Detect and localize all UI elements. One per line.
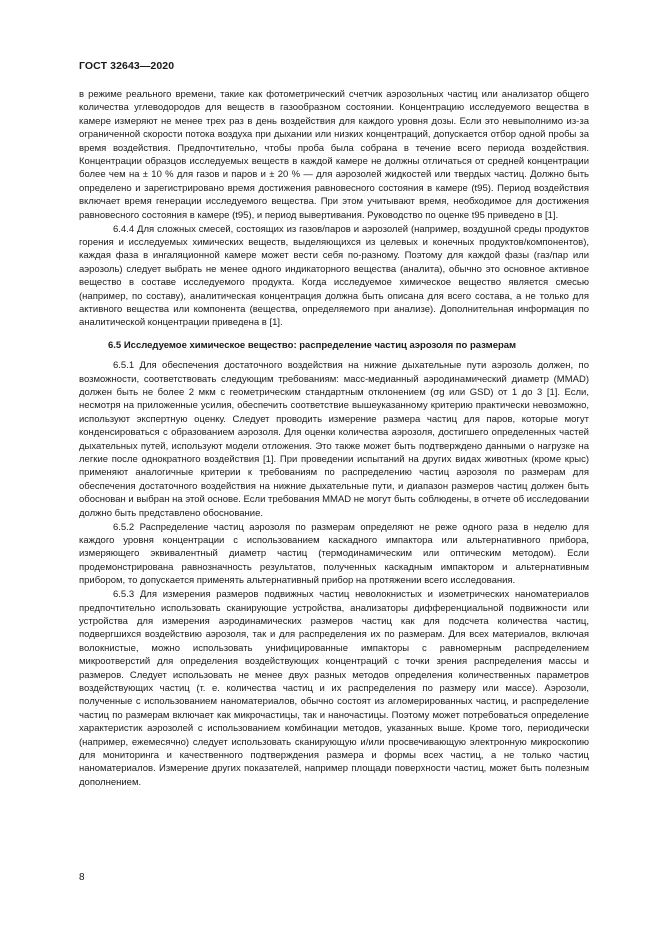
paragraph-6-4-4: 6.4.4 Для сложных смесей, состоящих из газов/паров и аэрозолей (например, воздушной среды продуктов горения и исследуемых химических веществ, выделяющихся из целевых и конечных продуктов/компонентов), каждая фаза в ингаляционной камере может вести себя по-разному. Поэтому для каждой фазы (газ/пар или аэрозоль) следует выбрать не менее одного индикаторного вещества (аналита), обычно это основное активное вещество в составе исследуемого продукта. Когда исследуемое химическое вещество является смесью (например, по составу), аналитическая концентрация должна быть описана для всего состава, а не только для активного вещества или компонента (вещества, определяемого при анализе). Дополнительная информация по аналитической концентрации приведена в [1]. [79, 223, 589, 329]
section-heading-6-5: 6.5 Исследуемое химическое вещество: распределение частиц аэрозоля по размерам [108, 339, 517, 351]
paragraph-6-5-2: 6.5.2 Распределение частиц аэрозоля по размерам определяют не реже одного раза в неделю для каждого уровня концентрации с использованием каскадного импактора или альтернативного прибора, измеряющего эквивалентный диаметр частиц (термодинамическим или оптическим методом). Если продемонстрирована равнозначность результатов, полученных каскадным импактором и альтернативным прибором, то допускается применять альтернативный прибор на протяжении всего исследования. [79, 521, 589, 587]
document-header: ГОСТ 32643—2020 [79, 60, 175, 72]
page-number: 8 [79, 872, 85, 883]
paragraph-continuation: в режиме реального времени, такие как фотометрический счетчик аэрозольных частиц или анализатор общего количества углеводородов для веществ в газообразном состоянии. Концентрацию исследуемого вещества в камере измеряют не менее трех раз в день воздействия для каждого уровня дозы. Если это невыполнимо из-за ограниченной скорости потока воздуха при дыхании или низких концентраций, допускается отбор одной пробы за время воздействия. Предпочтительно, чтобы проба была собрана в течение всего периода воздействия. Концентрации образцов исследуемых веществ в каждой камере не должны отличаться от средней концентрации более чем на ± 10 % для газов и паров и ± 20 % — для аэрозолей жидкостей или твердых частиц. Должно быть определено и зарегистрировано время достижения равновесного состояния в камере (t95). Период воздействия включает время генерации исследуемого вещества. При этом учитывают время, необходимое для достижения равновесного состояния в камере (t95), и период вывертивания. Руководство по оценке t95 приведено в [1]. [79, 89, 589, 221]
paragraph-6-5-1: 6.5.1 Для обеспечения достаточного воздействия на нижние дыхательные пути аэрозоль должен, по возможности, соответствовать следующим требованиям: масс-медианный аэродинамический диаметр (MMAD) должен быть не более 2 мкм с геометрическим стандартным отклонением (σg или GSD) от 1 до 3 [1]. Если, несмотря на приложенные усилия, обеспечить соответствие вышеуказанному критерию практически невозможно, используют экспертную оценку. Следует проводить измерение размера частиц для паров, которые могут конденсироваться с образованием аэрозоля. Для оценки количества аэрозоля, достигшего определенных частей дыхательных путей, используют модели отложения. Это также может быть подтверждено данными о нагрузке на легкие после однократного воздействия [1]. При проведении испытаний на других видах животных (кроме крыс) применяют аналогичные критерии к требованиям по распределению частиц аэрозоля по размерам для обеспечения достаточного воздействия на нижние дыхательные пути, и диапазон размеров частиц должен быть обоснован и выбран на этой основе. Если требования MMAD не могут быть соблюдены, в отчете об исследовании должно быть представлено обоснование. [79, 360, 589, 519]
paragraph-6-5-3: 6.5.3 Для измерения размеров подвижных частиц неволокнистых и изометрических наноматериалов предпочтительно использовать сканирующие устройства, анализаторы дифференциальной подвижности или устройства для измерения аэродинамических размеров частиц как для подсчета количества частиц, подвергшихся воздействию аэрозоля, так и для распределения их по размерам. Для всех материалов, включая волокнистые, можно использовать унифицированные импакторы с равномерным распределением микроотверстий для определения воздействующих концентраций с точки зрения распределения массы и размеров. Следует использовать не менее двух разных методов определения количественных параметров воздействующих частиц (т. е. количества частиц и их распределения по размеру или массе). Аэрозоли, полученные с использованием наноматериалов, обычно состоят из агломерированных частиц, и распределение частиц по размерам включает как микрочастицы, так и наночастицы. Поэтому может потребоваться определение характеристик аэрозолей с использованием комбинации методов, указанных выше. Кроме того, периодически (например, ежемесячно) следует использовать сканирующую и/или просвечивающую электронную микроскопию для мониторинга и качественного подтверждения размера и формы всех частиц, а не только частиц наноматериалов. Измерение других показателей, например площади поверхности частиц, может быть полезным дополнением. [79, 589, 589, 788]
page-content [79, 88, 589, 789]
